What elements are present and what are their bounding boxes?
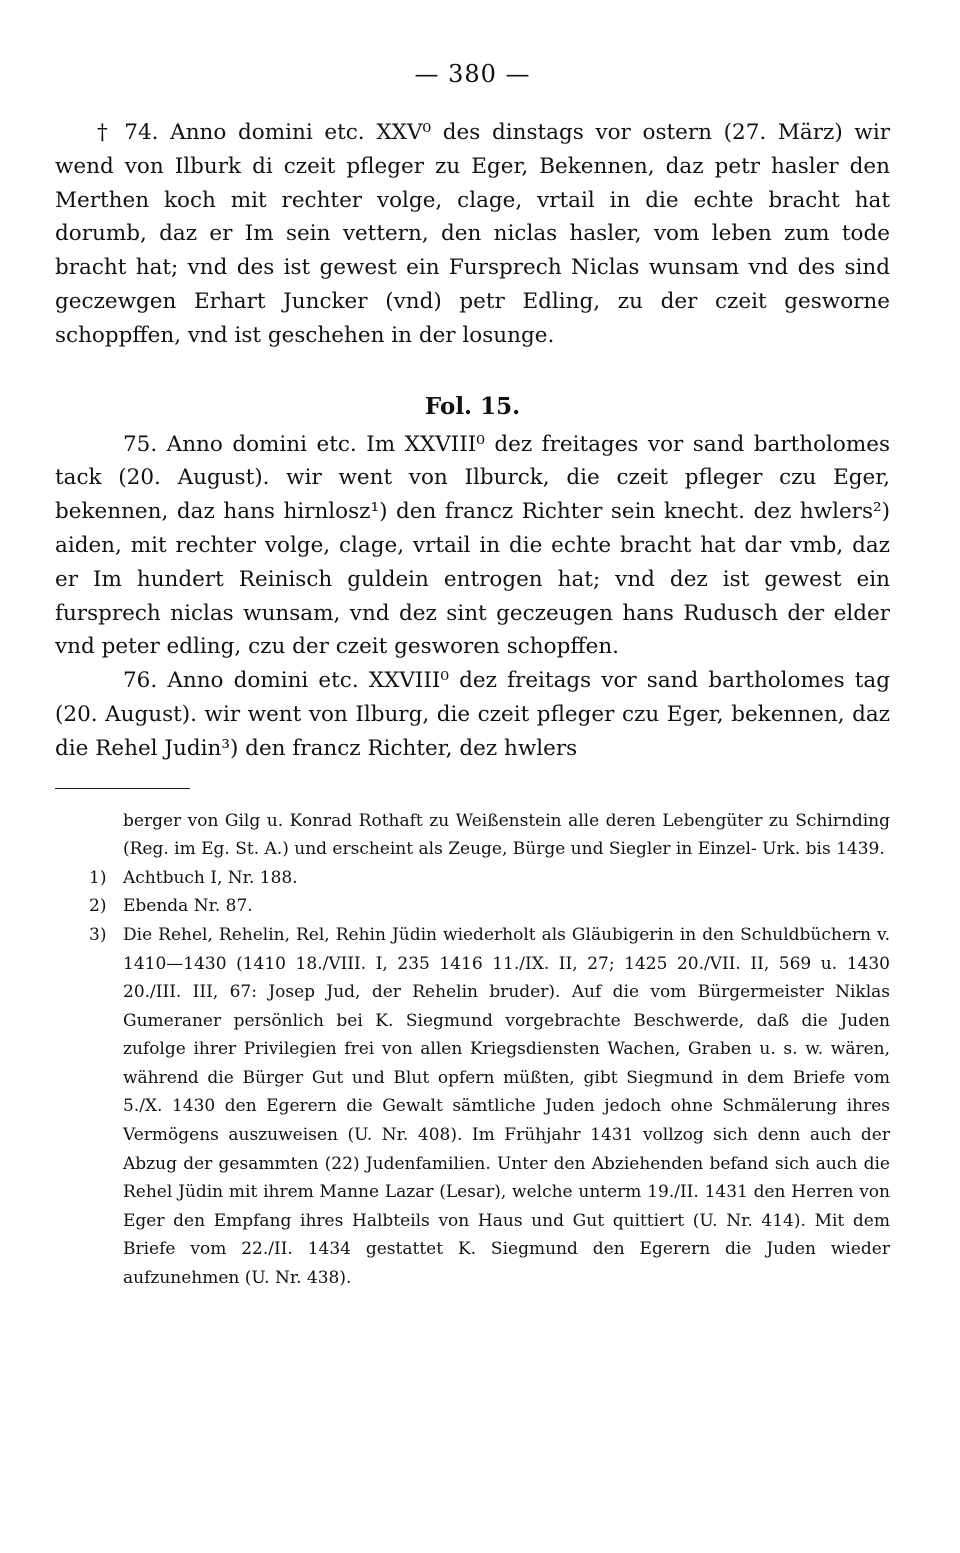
footnote-2: [89, 892, 890, 921]
entry-76: 76. Anno domini etc. XXVIII⁰ dez freitags vor sand bartholomes tag (20. August). wir went von Ilburg, die czeit pfleger czu Eger, bekennen, daz die Rehel Judin³) den francz Richter, dez hwlers: [55, 668, 890, 761]
footnote-continuation: berger von Gilg u. Konrad Rothaft zu Weißenstein alle deren Lebengüter zu Schirnding (Reg. im Eg. St. A.) und erscheint als Zeuge, Bürge und Siegler in Einzel- Urk. bis 1439.: [123, 810, 890, 860]
footnote-number: 3): [89, 924, 107, 945]
footnote-text: Ebenda Nr. 87.: [123, 896, 253, 917]
footnote-text: Achtbuch I, Nr. 188.: [123, 867, 298, 888]
footnote-divider: [55, 788, 190, 789]
footnote-3: [89, 921, 890, 1293]
document-page: [55, 60, 890, 1293]
footnote-number: 2): [89, 896, 107, 917]
page-number: — 380 —: [414, 60, 531, 88]
footnotes: [55, 807, 890, 1293]
entry-75: 75. Anno domini etc. Im XXVIII⁰ dez freitages vor sand bartholomes tack (20. August). wir went von Ilburck, die czeit pfleger czu Eger, bekennen, daz hans hirnlosz¹) den francz Richter sein knecht. dez hwlers²) aiden, mit rechter volge, clage, vrtail in die echte bracht hat dar vmb, daz er Im hundert Reinisch guldein entrogen hat; vnd dez ist gewest ein fursprech niclas wunsam, vnd dez sint geczeugen hans Rudusch der elder vnd peter edling, czu der czeit gesworen schopffen.: [55, 431, 890, 660]
footnote-number: 1): [89, 867, 107, 888]
footnote-1: [89, 864, 890, 893]
entry-74: † 74. Anno domini etc. XXV⁰ des dinstags vor ostern (27. März) wir wend von Ilburk di czeit pfleger zu Eger, Bekennen, daz petr hasler den Merthen koch mit rechter volge, clage, vrtail in die echte bracht hat dorumb, daz er Im sein vettern, den niclas hasler, vom leben zum tode bracht hat; vnd des ist gewest ein Fursprech Niclas wunsam vnd des sind geczewgen Erhart Juncker (vnd) petr Edling, zu der czeit geswornе schoppffen, vnd ist geschehen in der losunge.: [55, 120, 890, 348]
folio-heading: Fol. 15.: [424, 392, 521, 420]
main-text: [55, 116, 890, 766]
footnote-text: Die Rehel, Rehelin, Rel, Rehin Jüdin wiederholt als Gläubigerin in den Schuldbüchern v. 1410—1430 (1410 18./VIII. I, 235 1416 11./IX. II, 27; 1425 20./VII. II, 569 u. 1430 20./III. III, 67: Josep Jud, der Rehelin bruder). Auf die vom Bürgermeister Niklas Gumeraner persönlich bei K. Siegmund vorgebrachte Beschwerde, daß die Juden zufolge ihrer Privilegien frei von allen Kriegsdiensten Wachen, Graben u. s. w. wären, während die Bürger Gut und Blut opfern müßten, gibt Siegmund in dem Briefe vom 5./X. 1430 den Egerern die Gewalt sämtliche Juden jedoch ohne Schmälerung ihres Vermögens auszuweisen (U. Nr. 408). Im Frühjahr 1431 vollzog sich denn auch der Abzug der gesammten (22) Judenfamilien. Unter den Abziehenden befand sich auch die Rehel Jüdin mit ihrem Manne Lazar (Lesar), welche unterm 19./II. 1431 den Herren von Eger den Empfang ihres Halbteils von Haus und Gut quittiert (U. Nr. 414). Mit dem Briefe vom 22./II. 1434 gestattet K. Siegmund den Egerern die Juden wieder aufzunehmen (U. Nr. 438).: [123, 924, 890, 1289]
